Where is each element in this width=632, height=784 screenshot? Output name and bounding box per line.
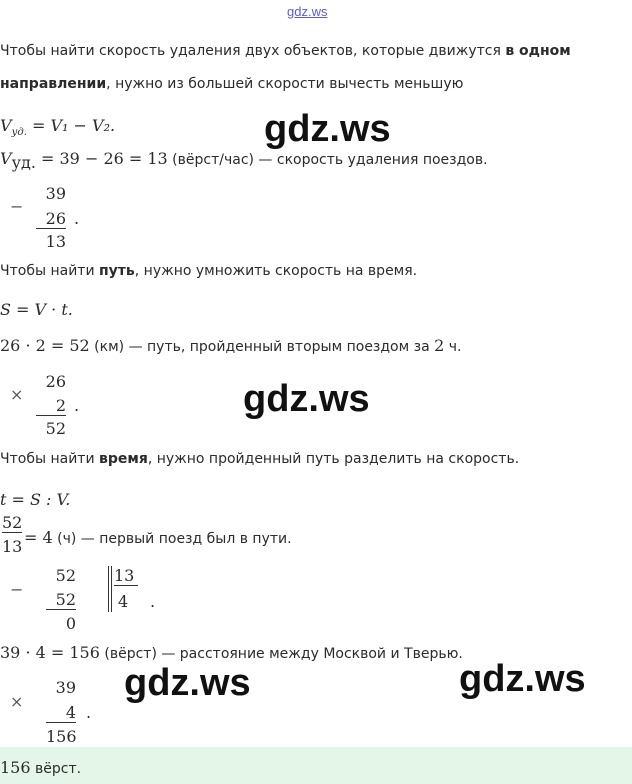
formula-path: S = V · t. [0, 300, 73, 319]
intro-text: Чтобы найти скорость удаления двух объектов, которые движутся [0, 43, 506, 59]
formula-speed: $V_{уд.} = V_1 - V_2$. [0, 116, 116, 139]
intro-time: Чтобы найти время, нужно пройденный путь разделить на скорость. [0, 451, 520, 467]
division-bar [108, 566, 109, 612]
watermark: gdz.ws [243, 378, 370, 420]
calc-path: 26 · 2 = 52 (км) — путь, пройденный вторым поездом за 2 ч. [0, 336, 462, 355]
watermark: gdz.ws [459, 658, 586, 700]
site-link[interactable]: gdz.ws [287, 4, 328, 19]
formula-time: t = S : V. [0, 490, 71, 509]
division-bar [111, 566, 112, 612]
intro-bold: в одном [505, 43, 571, 59]
watermark: gdz.ws [264, 108, 391, 150]
intro-speed-line-1 [0, 43, 571, 59]
watermark: gdz.ws [124, 662, 251, 704]
fraction-denominator: 13 [2, 537, 23, 556]
intro-text-2: , нужно из большей скорости вычесть меньшую [106, 76, 464, 92]
calc-distance: 39 · 4 = 156 (вёрст) — расстояние между Москвой и Тверью. [0, 643, 463, 662]
intro-bold-2: направлении [0, 76, 107, 92]
calc-speed: $V_{уд.} = 39 - 26 = 13$ (вёрст/час) — скорость удаления поездов. [0, 149, 488, 172]
intro-speed-line-2 [0, 76, 463, 92]
answer-bar [0, 747, 632, 784]
answer-text: 156 вёрст. [0, 758, 82, 777]
intro-path: Чтобы найти путь, нужно умножить скорость на время. [0, 263, 418, 279]
fraction-numerator: 52 [2, 513, 23, 532]
